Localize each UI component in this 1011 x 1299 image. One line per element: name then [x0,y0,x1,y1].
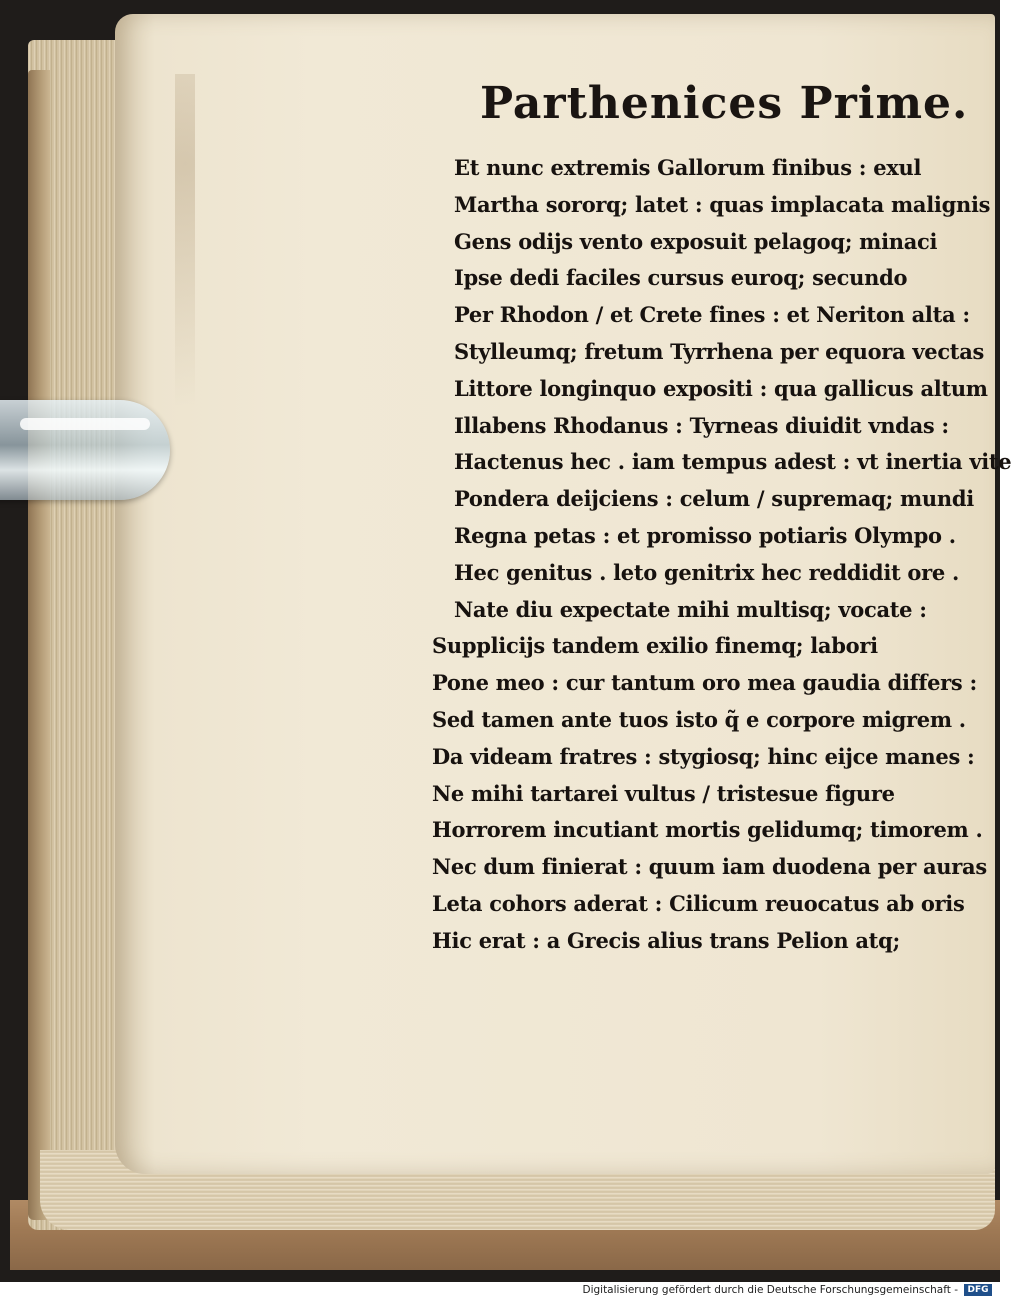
verse-text [432,150,1011,960]
glass-highlight [20,418,150,430]
verse-line: Hec genitus . leto genitrix hec reddidit ore . [454,559,959,585]
verse-line: Hic erat : a Grecis alius trans Pelion atq; [432,927,900,953]
funding-credit: Digitalisierung gefördert durch die Deutsche Forschungsgemeinschaft - [582,1284,958,1296]
page-stain [175,74,195,974]
verse-line: Leta cohors aderat : Cilicum reuocatus ab oris [432,890,965,916]
verse-line: Et nunc extremis Gallorum finibus : exul [454,155,922,180]
verse-line: Illabens Rhodanus : Tyrneas diuidit vndas : [454,412,949,438]
book-spine-edge [28,70,50,1220]
verse-line: Ne mihi tartarei vultus / tristesue figure [432,780,895,806]
verse-line: Gens odijs vento exposuit pelagoq; minaci [454,228,938,254]
verse-line: Horrorem incutiant mortis gelidumq; timorem . [432,817,983,843]
verse-line: Pone meo : cur tantum oro mea gaudia differs : [432,670,977,696]
verse-line: Sed tamen ante tuos isto q̃ e corpore migrem . [432,706,966,732]
verse-line: Stylleumq; fretum Tyrrhena per equora vectas [454,338,985,364]
verse-line: Regna petas : et promisso potiaris Olympo . [454,522,956,548]
dfg-logo: DFG [964,1284,992,1296]
verse-line: Pondera deijciens : celum / supremaq; mundi [454,486,974,512]
verse-line: Martha sororq; latet : quas implacata malignis [454,191,991,217]
verse-line: Da videam fratres : stygiosq; hinc eijce manes : [432,743,975,769]
verse-line: Hactenus hec . iam tempus adest : vt inertia vite [454,449,1011,475]
verse-line: Nec dum finierat : quum iam duodena per auras [432,854,987,880]
credit-bar [0,1282,1000,1299]
verse-line: Per Rhodon / et Crete fines : et Neriton alta : [454,302,970,328]
verse-line: Supplicijs tandem exilio finemq; labori [432,633,878,659]
verse-line: Littore longinquo expositi : qua gallicus altum [454,375,988,401]
page-heading: Parthenices Prime. [480,78,969,129]
verse-line: Ipse dedi faciles cursus euroq; secundo [454,265,908,291]
verse-line: Nate diu expectate mihi multisq; vocate : [454,596,927,622]
glass-page-weight [0,400,170,500]
